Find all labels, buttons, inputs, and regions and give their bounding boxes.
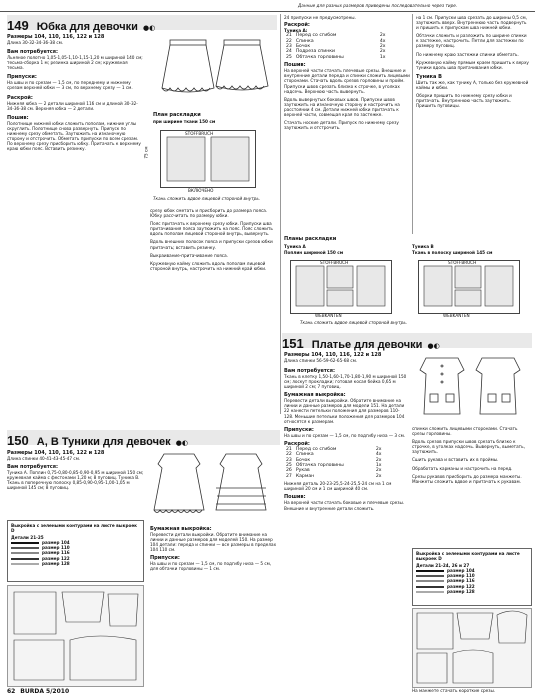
legend-151-size-3: размер 122: [416, 584, 528, 589]
a151-allowance: На швы и по срезам — 1,5 см, по подгибу низа — 3 см.: [284, 432, 406, 438]
plans-title: Планы раскладки: [284, 236, 337, 242]
plan-b-title: Туника В: [412, 244, 434, 249]
a150-pattern: Перевести детали выкройки. Обратите внимание на линии и данные размеров для моделей 150. На размер 104 детали: переда и спинки — все размеры в пределах 104 110 см.: [150, 532, 277, 553]
plan-b-sub: Ткань в полоску шириной 145 см: [412, 250, 493, 255]
col3-text: [284, 15, 412, 130]
col4-text-1: на 1 см. Припуски шва срезать до ширины 0,5 см, заутюжить вверх. Внутреннюю часть подвернуть и пришить к припускам шва нижней юбки.: [416, 15, 528, 31]
a151-sizes: Размеры 104, 110, 116, 122 и 128: [284, 352, 382, 358]
col4-text-3: По нижнему краю застежки спинки обметать.: [416, 51, 519, 57]
a151-materials-heading: Вам потребуется:: [284, 368, 335, 374]
legend-150-size-2: размер 116: [11, 550, 140, 555]
legend-150-parts: Детали 21-25: [11, 535, 44, 541]
a150-length: Длина спинки 40-41-43-45-47 см.: [7, 456, 81, 461]
col2-text-5: Кружевную каймy сложить вдоль пополам лицевой стороной внутрь, настрочить на нижний край юбки.: [150, 260, 267, 271]
table-row: 26 Рукав 2x: [286, 468, 382, 474]
col3-sew-2: Вдоль вывернутых боковых швов. Припуски швов заутюжить на изнаночную сторону и настрочить на расстоянии 4 см. Детали нижней юбки притачать к верхней части, совмещая края по застежке.: [284, 96, 400, 117]
article-149-title: Юбка для девочки: [36, 21, 138, 33]
a151-allowance-heading: Припуски:: [284, 426, 314, 433]
legend-151-size-2: размер 116: [416, 578, 528, 583]
legend-150-size-1: размер 110: [11, 545, 140, 550]
dress-parts-table: [284, 447, 384, 479]
article-150-title: А, В Туники для девочек: [36, 436, 171, 448]
a151-materials: Ткань в клетку 1,50-1,60-1,70-1,80-1,90 м шириной 150 см; лоскут прокладки; готовая косая бейка 0,65 м шириной 2 см; 7 пуговиц.: [284, 374, 407, 390]
legend-150-size-4: размер 128: [11, 561, 140, 566]
col4-text-4: Кружевную кайму прямым краем пришить к верху туники вдоль шва притачивания юбки.: [416, 59, 529, 70]
cutting-heading: Раскрой:: [7, 94, 33, 101]
a151-right-5: Срезы рукавов присборить до размера манжеты. Манжеты сложить вдвое и притачать к рукавам.: [412, 473, 522, 484]
page-number: 62: [7, 688, 16, 695]
a151-body-left: [284, 366, 408, 511]
top-note: Данные для разных размеров приведены последовательно через тире.: [298, 3, 458, 8]
table-row: 23 Бочок 2x: [286, 457, 382, 463]
plan-a-kanten: WEBKANTEN: [315, 313, 342, 318]
plan-149-edge: STOFFBRUCH: [185, 131, 214, 136]
table-row: 22 Спинка 4x: [286, 38, 386, 44]
a150-sizes: Размеры 104, 110, 116, 122 и 128: [7, 450, 105, 456]
legend-150-size-0: размер 104: [11, 540, 140, 545]
col2-text-3: Вдоль внешних полосок пояса и припуски срезов юбки притачать; вставить резинку.: [150, 239, 273, 250]
col3-sew-1: На верхней части стачать плечевые срезы. Внешние и внутренние детали переда и спинки сложить лицевыми сторонами. Стачать вдоль срезов горловины и пройм. Припуски швов срезать близко к строчке, в уголках надсечь. Верхнюю часть вывернуть.: [284, 68, 410, 94]
col2-text-2: Пояс притачать к верхнему срезу юбки. Припуски шва притачивания пояса заутюжить на пояс. Пояс сложить вдоль пополам лицевой стороной внутрь, вывернуть.: [150, 221, 273, 237]
legend-151-size-4: размер 128: [416, 589, 528, 594]
sewing-heading: Пошив:: [7, 114, 29, 121]
legend-151-title: Выкройка с зелеными контурами на листе выкроек D: [416, 551, 520, 562]
col2-text: [150, 208, 278, 271]
a151-pattern-heading: Бумажная выкройка:: [284, 392, 346, 399]
article-150-header: 150 А, В Туники для девочек ●◐: [7, 430, 280, 445]
cutting-plan-a: [290, 260, 392, 314]
a151-right-4: Обработать карманы и настрочить на перед.: [412, 465, 513, 471]
a151-bottom-right: На манжете стачать короткие срезы.: [412, 688, 496, 693]
article-149-text: [7, 34, 144, 151]
pattern-thumbnails-150: [7, 585, 144, 687]
col2-text-1: срезу юбок сметать и присборить до размера пояса. Юбку рассчитать по размеру юбки.: [150, 208, 268, 219]
a151-right-3: Сшить рукава и вставить их в проймы.: [412, 457, 499, 463]
table-row: 24 Подреза спинки 2x: [286, 49, 386, 55]
article-150-number: 150: [7, 433, 29, 448]
table-row: 22 Спинка 4x: [286, 452, 382, 458]
cutting-plan-149: [160, 130, 256, 188]
allowance-text: На швы и по срезам — 1,5 см, по переднему и нижнему срезам верхней юбки — 3 см, по верхнему срезу — 1 см.: [7, 80, 133, 91]
a150-allowance: На швы и по срезам — 1,5 см, по подгибу низа — 5 см, для обтачки горловины — 1 см.: [150, 561, 272, 572]
allowance-heading: Припуски:: [7, 74, 37, 81]
plan-b-edge: STOFFBRUCH: [448, 260, 477, 265]
page-footer: [7, 688, 69, 695]
magazine-issue: BURDA 5/2010: [20, 688, 70, 695]
plan-149-dim: 75 см: [143, 146, 149, 159]
article-149-header: 149 Юбка для девочки ●◐: [7, 15, 277, 30]
article-151-header: 151 Платье для девочки ●◐: [282, 333, 532, 348]
table-row: 23 Бочок 2x: [286, 44, 386, 49]
a151-sew: На верхней части стачать боковые и плечевые срезы. Внешние и внутренние детали сложить.: [284, 500, 405, 511]
col4-text-6: Оборки пришить по нижнему срезу юбки и притачать. Внутреннюю часть заутюжить. Пришить пуговицы.: [416, 93, 512, 109]
legend-151: [412, 548, 532, 606]
a150-pattern-heading: Бумажная выкройка:: [150, 526, 212, 532]
col3-parts-title: Туника А:: [284, 28, 308, 34]
plan-149-title: План раскладки: [153, 112, 201, 118]
a150-materials: Туника А. Поплин 0,75-0,80-0,85-0,90-0,95 м шириной 150 см; кружевная каймa с фестонами 1,20 м; 8 пуговиц. Туника В. Ткань в поперечную полоску 0,85-0,90-0,95-1,00-1,05 м шириной 145 см; 8 пуговиц.: [7, 470, 144, 491]
a150-allowance-heading: Припуски:: [150, 555, 180, 562]
article-151-text: [284, 352, 408, 363]
col3-sew-3: Стачать ноские детали. Припуск по нижнему срезу заутюжить и отстрочить.: [284, 120, 399, 131]
tunic-a-parts-table: [284, 33, 388, 60]
a151-extra: Нижняя деталь 20-23-25,5-24-25,5-24 см на 1 см шириной 20 см и 1 см шириной 40 см.: [284, 481, 392, 492]
plan-a-title: Туника А: [284, 244, 306, 249]
plan-149-note: Ткань сложить вдвое лицевой стороной внутрь.: [153, 196, 261, 201]
cutting-text: Нижняя юбка — 2 детали шириной 116 см и длиной 30-32-34-36-38 см. Верхняя юбка — 2 детали.: [7, 100, 138, 111]
plans-note: Ткань сложить вдвое лицевой стороной внутрь.: [300, 320, 408, 325]
table-row: 21 Перед со сгибом 2x: [286, 446, 382, 452]
a150-body: [150, 526, 278, 572]
cutting-plan-b: [418, 260, 520, 314]
sewing-text: Полотнище нижней юбки сложить пополам, нижние углы скруглить. Полотнище снова развернуть. Припуск по нижнему срезу обметать. Заутюжить на изнаночную сторону и отстрочить. Обметать припуски по всем срезам. По верхнему срезу присборить юбку. Притачать к верхнему краю юбки пояс. Вставить резинку.: [7, 120, 141, 152]
length-line: Длина 30-32-34-36-38 см.: [7, 40, 64, 45]
materials-heading: Вам потребуется:: [7, 49, 58, 56]
col4-text: [416, 15, 530, 108]
article-149-number: 149: [7, 18, 29, 33]
tunic-illustration: [150, 448, 278, 520]
pattern-thumbnails-151: [412, 608, 532, 688]
article-150-text: [7, 450, 144, 490]
tunic-b-heading: Туника В: [416, 73, 442, 80]
table-row: 21 Перед со сгибом 2x: [286, 33, 386, 39]
a151-body-right: [412, 426, 530, 484]
legend-151-size-1: размер 110: [416, 573, 528, 578]
a151-length: Длина спинки 56-59-62-65-68 см.: [284, 358, 358, 363]
plan-a-edge: STOFFBRUCH: [320, 260, 349, 265]
table-row: 25 Обтачка горловины 1x: [286, 463, 382, 469]
col3-sew-heading: Пошив:: [284, 62, 306, 69]
a151-cut-heading: Раскрой:: [284, 440, 310, 447]
article-151-title: Платье для девочки: [311, 339, 423, 351]
skirt-illustration: [150, 36, 280, 106]
col2-text-4: Выкраивание-притачивание пояса.: [150, 252, 228, 258]
materials-text: Льняное полотно 1,05-1,05-1,10-1,15-1,20 м шириной 140 см; тесьма-сборка 1 м; резинка шириной 2 см; кружевная тесьма.: [7, 55, 143, 71]
dress-illustration: [412, 352, 532, 422]
table-row: 25 Обтачка горловины 1x: [286, 54, 386, 60]
a151-right-2: Вдоль срезов припуски швов срезать близко к строчке, в уголках надсечь. Вывернуть, выметать, заутюжить.: [412, 439, 525, 455]
col3-cut-heading: Раскрой:: [284, 22, 310, 29]
a151-sew-heading: Пошив:: [284, 494, 306, 501]
a151-pattern: Перевести детали выкройки. Обратите внимание на линии и данные размеров для модели 151. На детали 22 нанести петельки положения для размеров 110-128. Меньшие петельки положения для размеров 104 относятся к размерам.: [284, 398, 405, 424]
a150-materials-heading: Вам потребуется:: [7, 464, 58, 471]
col3-intro: 24 припуски не предусмотрены.: [284, 15, 356, 20]
plan-b-kanten: WEBKANTEN: [443, 313, 470, 318]
plan-a-sub: Поплин шириной 150 см: [284, 250, 344, 255]
plan-149-fold: ВКЛЮЧЕНО: [188, 188, 214, 193]
legend-151-parts: Детали 21-24, 26 и 27: [416, 563, 470, 569]
table-row: 27 Карман 2x: [286, 473, 382, 479]
legend-150-size-3: размер 122: [11, 556, 140, 561]
col4-text-5: Шить так же, как тунику А, только без кружевной каймы и юбки.: [416, 79, 529, 90]
sizes-line: Размеры 104, 110, 116, 122 и 128: [7, 34, 105, 40]
a151-right-1: спинки сложить лицевыми сторонами. Стачать срезы горловины.: [412, 426, 518, 437]
legend-151-size-0: размер 104: [416, 568, 528, 573]
legend-150: [7, 520, 144, 582]
plan-149-subtitle: при ширине ткани 150 см: [153, 119, 216, 124]
col4-text-2: Обтачки сложить и разложить по ширине спинки к застежке, настрочить. Петли для застежки по размеру пуговиц.: [416, 33, 527, 49]
article-151-number: 151: [282, 336, 304, 351]
legend-150-title: Выкройка с зелеными контурами на листе выкроек D: [11, 523, 137, 534]
